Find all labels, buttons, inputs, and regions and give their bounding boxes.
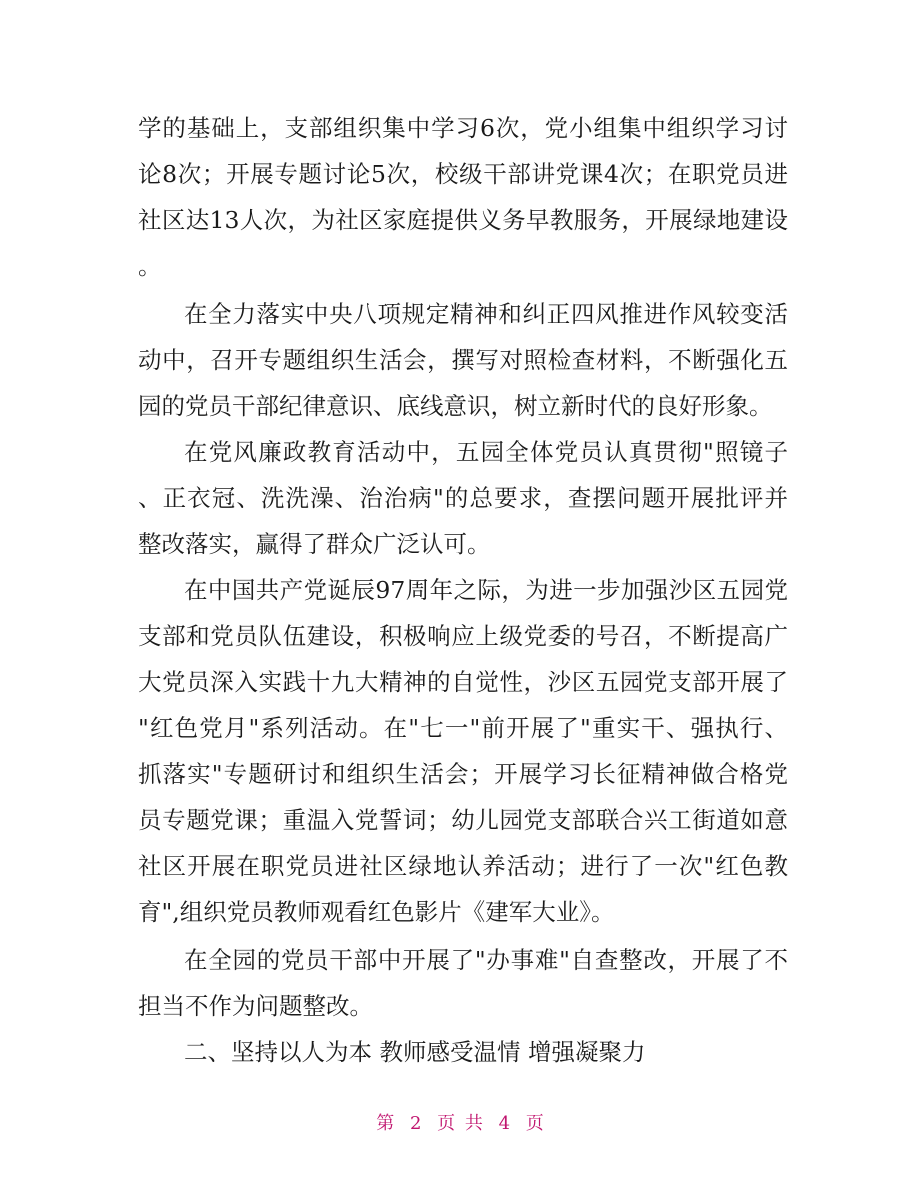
text-line: 在全园的党员干部中开展了"办事难"自查整改，开展了不 xyxy=(184,946,788,974)
text-line: 在党风廉政教育活动中，五园全体党员认真贯彻"照镜子 xyxy=(184,438,788,466)
text-line: 在中国共产党诞辰97周年之际，为进一步加强沙区五园党 xyxy=(184,576,788,604)
text-line: 动中，召开专题组织生活会，撰写对照检查材料，不断强化五 xyxy=(138,346,788,374)
text-line: 员专题党课；重温入党誓词；幼儿园党支部联合兴工街道如意 xyxy=(138,806,788,834)
footer-label-page: 第 xyxy=(376,1113,395,1134)
text-line: 在全力落实中央八项规定精神和纠正四风推进作风较变活 xyxy=(184,300,788,328)
text-line: 大党员深入实践十九大精神的自觉性，沙区五园党支部开展了 xyxy=(138,668,788,696)
page-number-footer xyxy=(0,1112,920,1136)
footer-label-of: 页 共 xyxy=(437,1113,483,1134)
footer-label-end: 页 xyxy=(525,1113,544,1134)
text-line: 、正衣冠、洗洗澡、治治病"的总要求，查摆问题开展批评并 xyxy=(138,484,788,512)
text-line: 。 xyxy=(138,252,162,280)
text-line: 学的基础上，支部组织集中学习6次，党小组集中组织学习讨 xyxy=(138,114,788,142)
text-line: 担当不作为问题整改。 xyxy=(138,992,373,1020)
text-line: 育",组织党员教师观看红色影片《建军大业》。 xyxy=(138,898,615,926)
text-line: 社区达13人次，为社区家庭提供义务早教服务，开展绿地建设 xyxy=(138,206,788,234)
text-line: 园的党员干部纪律意识、底线意识，树立新时代的良好形象。 xyxy=(138,392,773,420)
section-heading: 二、坚持以人为本 教师感受温情 增强凝聚力 xyxy=(184,1038,646,1066)
footer-current-page: 2 xyxy=(409,1113,422,1134)
text-line: 社区开展在职党员进社区绿地认养活动；进行了一次"红色教 xyxy=(138,852,788,880)
text-line: 支部和党员队伍建设，积极响应上级党委的号召，不断提高广 xyxy=(138,622,788,650)
text-line: 整改落实，赢得了群众广泛认可。 xyxy=(138,530,491,558)
footer-total-pages: 4 xyxy=(498,1113,511,1134)
text-line: 论8次；开展专题讨论5次，校级干部讲党课4次；在职党员进 xyxy=(138,160,788,188)
text-line: "红色党月"系列活动。在"七一"前开展了"重实干、强执行、 xyxy=(138,714,788,742)
text-line: 抓落实"专题研讨和组织生活会；开展学习长征精神做合格党 xyxy=(138,760,788,788)
